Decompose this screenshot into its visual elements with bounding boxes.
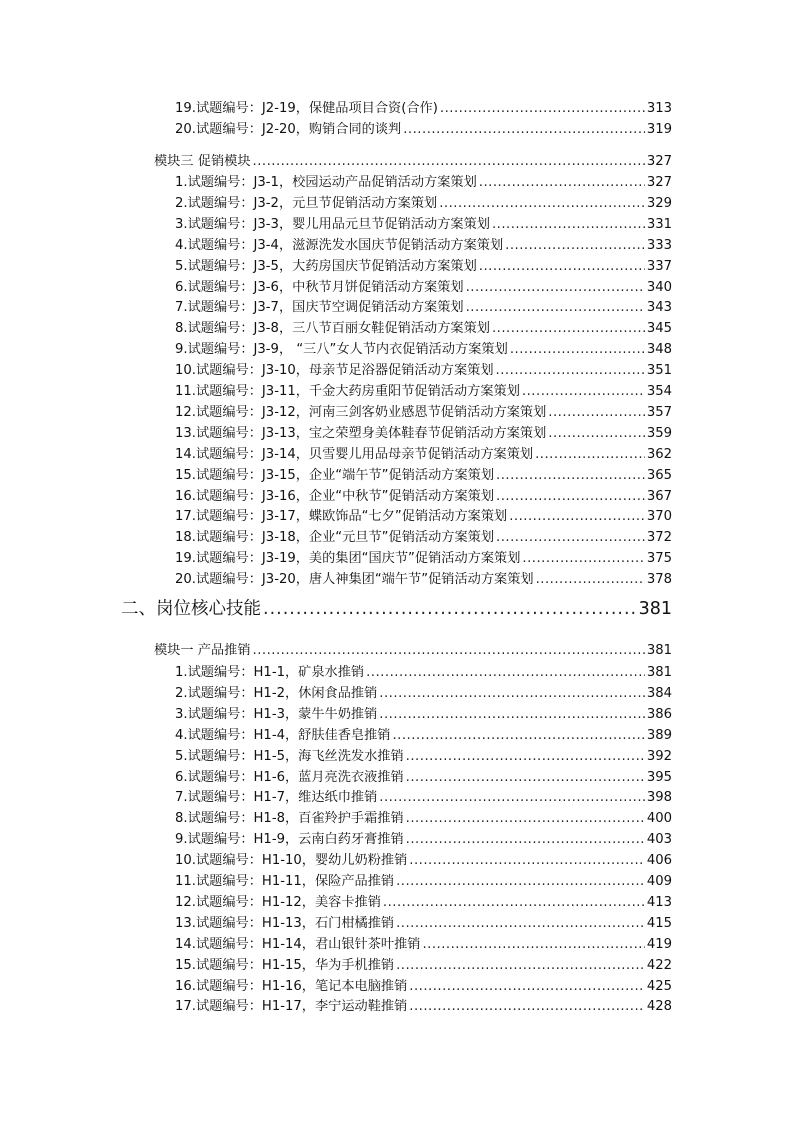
toc-entry-title: 20.试题编号：J2-20，购销合同的谈判 bbox=[175, 121, 402, 137]
toc-entry-title: 17.试题编号：J3-17，蝶欧饰品“七夕”促销活动方案策划 bbox=[175, 509, 508, 525]
dot-leader bbox=[496, 486, 645, 507]
dot-leader bbox=[479, 256, 645, 277]
toc-entry-page: 331 bbox=[646, 216, 672, 232]
toc-entry[interactable] bbox=[175, 465, 672, 486]
toc-entry-page: 372 bbox=[646, 530, 672, 546]
toc-entry-page: 370 bbox=[646, 509, 672, 525]
toc-entry-page: 327 bbox=[646, 175, 672, 190]
toc-entry-title: 17.试题编号：H1-17，李宁运动鞋推销 bbox=[175, 999, 408, 1015]
toc-entry-title: 7.试题编号：J3-7，国庆节空调促销活动方案策划 bbox=[175, 300, 464, 316]
toc-entry-page: 389 bbox=[646, 727, 672, 743]
toc-entry-page: 343 bbox=[646, 300, 672, 316]
toc-entry[interactable] bbox=[175, 235, 672, 256]
dot-leader bbox=[548, 402, 645, 423]
toc-entry-page: 415 bbox=[646, 915, 672, 931]
toc-entry[interactable] bbox=[175, 829, 672, 850]
toc-entry-title: 2.试题编号：J3-2，元旦节促销活动方案策划 bbox=[175, 195, 438, 211]
dot-leader bbox=[409, 850, 645, 871]
toc-entry-page: 406 bbox=[646, 853, 672, 869]
toc-entry-title: 19.试题编号：J3-19，美的集团“国庆节”促销活动方案策划 bbox=[175, 551, 521, 567]
toc-entry-page: 354 bbox=[646, 384, 672, 399]
toc-entry-title: 16.试题编号：J3-16，企业“中秋节”促销活动方案策划 bbox=[175, 488, 495, 504]
dot-leader bbox=[522, 548, 644, 569]
dot-leader bbox=[522, 381, 645, 402]
toc-entry-page: 422 bbox=[646, 957, 672, 973]
toc-entry[interactable] bbox=[175, 318, 672, 339]
dot-leader bbox=[406, 829, 645, 850]
toc-entry-page: 337 bbox=[646, 258, 672, 274]
module-title: 模块一 产品推销 bbox=[154, 643, 251, 658]
dot-leader bbox=[409, 996, 645, 1017]
dot-leader bbox=[466, 277, 645, 298]
dot-leader bbox=[492, 318, 645, 339]
module-page: 327 bbox=[646, 154, 672, 169]
toc-entry-title: 9.试题编号：J3-9， “三八”女人节内衣促销活动方案策划 bbox=[175, 342, 508, 358]
dot-leader bbox=[396, 871, 645, 892]
toc-entry[interactable] bbox=[175, 486, 672, 507]
dot-leader bbox=[422, 934, 644, 955]
toc-entry-title: 3.试题编号：J3-3，婴儿用品元旦节促销活动方案策划 bbox=[175, 216, 490, 232]
dot-leader bbox=[536, 569, 645, 590]
section-page: 381 bbox=[638, 599, 672, 619]
toc-entry-page: 392 bbox=[646, 748, 672, 764]
toc-entry[interactable] bbox=[175, 913, 672, 934]
toc-entry[interactable] bbox=[175, 934, 672, 955]
toc-entry[interactable] bbox=[175, 725, 672, 746]
dot-leader bbox=[403, 119, 645, 140]
toc-entry[interactable] bbox=[175, 683, 672, 704]
toc-entry-page: 357 bbox=[646, 404, 672, 420]
toc-entry-page: 345 bbox=[646, 321, 672, 337]
toc-entry-title: 3.试题编号：H1-3，蒙牛牛奶推销 bbox=[175, 706, 378, 722]
toc-entry-title: 12.试题编号：H1-12，美容卡推销 bbox=[175, 894, 381, 910]
toc-entry[interactable] bbox=[175, 214, 672, 235]
dot-leader bbox=[406, 767, 645, 788]
dot-leader bbox=[396, 955, 645, 976]
toc-entry-page: 381 bbox=[646, 665, 672, 680]
toc-entry[interactable] bbox=[175, 955, 672, 976]
toc-module-heading[interactable] bbox=[154, 151, 672, 172]
dot-leader bbox=[392, 725, 644, 746]
toc-entry-title: 13.试题编号：H1-13，石门柑橘推销 bbox=[175, 915, 395, 931]
toc-entry-title: 16.试题编号：H1-16，笔记本电脑推销 bbox=[175, 978, 408, 994]
toc-entry[interactable] bbox=[175, 172, 672, 193]
dot-leader bbox=[496, 465, 645, 486]
toc-entry-page: 348 bbox=[646, 342, 672, 358]
toc-entry[interactable] bbox=[175, 746, 672, 767]
toc-entry-page: 386 bbox=[646, 706, 672, 722]
toc-entry-page: 428 bbox=[646, 999, 672, 1015]
toc-entry-title: 4.试题编号：H1-4，舒肤佳香皂推销 bbox=[175, 727, 391, 743]
toc-entry[interactable] bbox=[175, 996, 672, 1017]
toc-entry-title: 1.试题编号：J3-1，校园运动产品促销活动方案策划 bbox=[175, 175, 477, 190]
toc-entry-title: 9.试题编号：H1-9，云南白药牙膏推销 bbox=[175, 832, 404, 848]
dot-leader bbox=[496, 527, 645, 548]
toc-entry-page: 367 bbox=[646, 488, 672, 504]
toc-entry[interactable] bbox=[175, 527, 672, 548]
toc-entry-page: 425 bbox=[646, 978, 672, 994]
toc-entry-page: 419 bbox=[646, 936, 672, 952]
toc-entry-title: 11.试题编号：J3-11，千金大药房重阳节促销活动方案策划 bbox=[175, 384, 520, 399]
toc-entry-title: 6.试题编号：H1-6，蓝月亮洗衣液推销 bbox=[175, 769, 404, 785]
toc-entry-title: 15.试题编号：J3-15，企业“端午节”促销活动方案策划 bbox=[175, 467, 495, 483]
toc-entry-title: 20.试题编号：J3-20，唐人神集团“端午节”促销活动方案策划 bbox=[175, 572, 534, 588]
toc-entry[interactable] bbox=[175, 444, 672, 465]
dot-leader bbox=[496, 360, 645, 381]
toc-entry[interactable] bbox=[175, 193, 672, 214]
toc-entry[interactable] bbox=[175, 976, 672, 997]
toc-entry-page: 400 bbox=[646, 811, 672, 827]
dot-leader bbox=[366, 662, 645, 683]
toc-entry-title: 5.试题编号：H1-5，海飞丝洗发水推销 bbox=[175, 748, 404, 764]
toc-entry-title: 12.试题编号：J3-12，河南三剑客奶业感恩节促销活动方案策划 bbox=[175, 404, 547, 420]
toc-entry-page: 365 bbox=[646, 467, 672, 483]
dot-leader bbox=[492, 214, 645, 235]
toc-entry[interactable] bbox=[175, 808, 672, 829]
toc-entry[interactable] bbox=[175, 787, 672, 808]
dot-leader bbox=[379, 787, 645, 808]
dot-leader bbox=[479, 172, 645, 193]
toc-entry[interactable] bbox=[175, 548, 672, 569]
toc-entry[interactable] bbox=[175, 569, 672, 590]
toc-entry[interactable] bbox=[175, 506, 672, 527]
dot-leader bbox=[466, 297, 645, 318]
toc-entry-title: 11.试题编号：H1-11，保险产品推销 bbox=[175, 874, 395, 889]
toc-entry-page: 340 bbox=[646, 279, 672, 295]
toc-entry-page: 351 bbox=[646, 363, 672, 379]
toc-entry-title: 2.试题编号：H1-2，休闲食品推销 bbox=[175, 685, 378, 701]
toc-entry-title: 10.试题编号：H1-10，婴幼儿奶粉推销 bbox=[175, 853, 408, 869]
toc-entry-title: 5.试题编号：J3-5，大药房国庆节促销活动方案策划 bbox=[175, 258, 477, 274]
dot-leader bbox=[548, 423, 645, 444]
dot-leader bbox=[440, 98, 645, 119]
toc-entry[interactable] bbox=[175, 277, 672, 298]
dot-leader bbox=[253, 151, 645, 172]
toc-entry-title: 7.试题编号：H1-7，维达纸巾推销 bbox=[175, 790, 378, 806]
toc-entry-page: 398 bbox=[646, 790, 672, 806]
toc-entry-page: 384 bbox=[646, 685, 672, 701]
toc-entry-page: 319 bbox=[646, 121, 672, 137]
toc-entry-page: 313 bbox=[646, 101, 672, 116]
toc-entry-page: 375 bbox=[646, 551, 672, 567]
toc-entry[interactable] bbox=[175, 402, 672, 423]
toc-entry-title: 10.试题编号：J3-10，母亲节足浴器促销活动方案策划 bbox=[175, 363, 494, 379]
toc-entry[interactable] bbox=[175, 871, 672, 892]
toc-entry[interactable] bbox=[175, 98, 672, 119]
toc-entry[interactable] bbox=[175, 423, 672, 444]
section-title: 二、岗位核心技能 bbox=[121, 599, 261, 619]
dot-leader bbox=[439, 193, 645, 214]
toc-entry-page: 333 bbox=[646, 237, 672, 253]
toc-entry-title: 18.试题编号：J3-18，企业“元旦节”促销活动方案策划 bbox=[175, 530, 495, 546]
dot-leader bbox=[379, 704, 645, 725]
dot-leader bbox=[535, 444, 645, 465]
toc-entry[interactable] bbox=[175, 892, 672, 913]
toc-entry[interactable] bbox=[175, 339, 672, 360]
toc-entry[interactable] bbox=[175, 297, 672, 318]
dot-leader bbox=[509, 506, 645, 527]
dot-leader bbox=[409, 976, 645, 997]
toc-entry-title: 6.试题编号：J3-6，中秋节月饼促销活动方案策划 bbox=[175, 279, 464, 295]
dot-leader bbox=[379, 683, 645, 704]
toc-entry[interactable] bbox=[175, 256, 672, 277]
toc-entry[interactable] bbox=[175, 704, 672, 725]
toc-entry-page: 362 bbox=[646, 446, 672, 462]
toc-entry-page: 378 bbox=[646, 572, 672, 588]
toc-entry-title: 19.试题编号：J2-19，保健品项目合资(合作) bbox=[175, 101, 438, 116]
toc-entry-title: 1.试题编号：H1-1，矿泉水推销 bbox=[175, 665, 365, 680]
toc-module-heading[interactable] bbox=[154, 640, 672, 661]
toc-entry-title: 14.试题编号：J3-14，贝雪婴儿用品母亲节促销活动方案策划 bbox=[175, 446, 534, 462]
dot-leader bbox=[510, 339, 645, 360]
toc-entry[interactable] bbox=[175, 119, 672, 140]
dot-leader bbox=[406, 746, 645, 767]
toc-entry-page: 413 bbox=[646, 894, 672, 910]
toc-entry-title: 8.试题编号：H1-8，百雀羚护手霜推销 bbox=[175, 811, 404, 827]
toc-entry-page: 403 bbox=[646, 832, 672, 848]
dot-leader bbox=[263, 596, 637, 622]
toc-section-heading[interactable] bbox=[121, 596, 672, 622]
toc-entry-page: 329 bbox=[646, 195, 672, 211]
dot-leader bbox=[253, 640, 645, 661]
toc-entry[interactable] bbox=[175, 381, 672, 402]
module-page: 381 bbox=[646, 643, 672, 658]
toc-entry[interactable] bbox=[175, 767, 672, 788]
toc-entry-page: 359 bbox=[646, 425, 672, 441]
toc-entry[interactable] bbox=[175, 360, 672, 381]
module-title: 模块三 促销模块 bbox=[154, 154, 251, 169]
toc-entry-title: 13.试题编号：J3-13，宝之荣塑身美体鞋春节促销活动方案策划 bbox=[175, 425, 547, 441]
dot-leader bbox=[406, 808, 645, 829]
dot-leader bbox=[383, 892, 645, 913]
toc-entry[interactable] bbox=[175, 662, 672, 683]
dot-leader bbox=[505, 235, 645, 256]
toc-entry-title: 15.试题编号：H1-15，华为手机推销 bbox=[175, 957, 395, 973]
dot-leader bbox=[396, 913, 645, 934]
toc-entry-title: 8.试题编号：J3-8，三八节百丽女鞋促销活动方案策划 bbox=[175, 321, 490, 337]
toc-entry[interactable] bbox=[175, 850, 672, 871]
toc-entry-page: 409 bbox=[646, 874, 672, 889]
toc-entry-title: 14.试题编号：H1-14，君山银针茶叶推销 bbox=[175, 936, 421, 952]
toc-entry-title: 4.试题编号：J3-4，滋源洗发水国庆节促销活动方案策划 bbox=[175, 237, 504, 253]
toc-entry-page: 395 bbox=[646, 769, 672, 785]
